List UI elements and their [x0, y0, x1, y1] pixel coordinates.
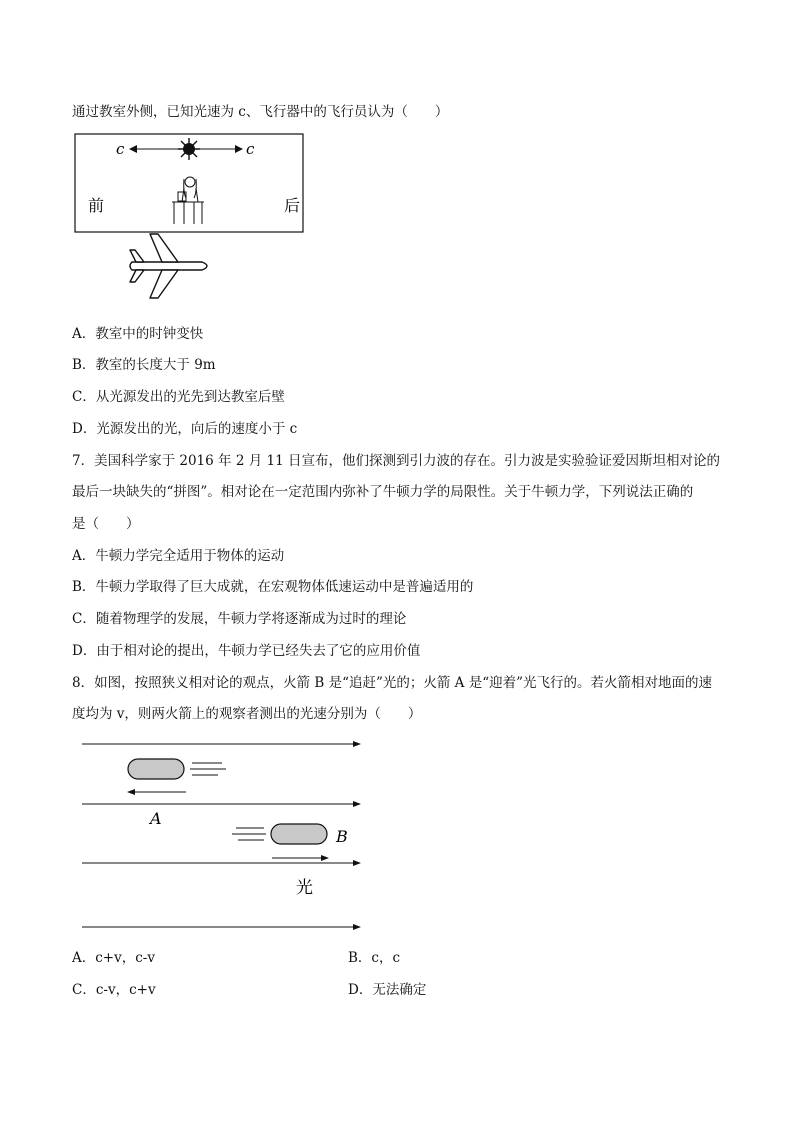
light-label: 光	[296, 878, 313, 898]
q6-stem: 通过教室外侧，已知光速为 c、飞行器中的飞行员认为（ ）	[72, 104, 449, 120]
rocket-b	[232, 824, 327, 844]
q7-option-a: A．牛顿力学完全适用于物体的运动	[72, 548, 285, 564]
front-label: 前	[88, 196, 105, 215]
q6-option-a: A．教室中的时钟变快	[72, 326, 204, 342]
back-label: 后	[284, 196, 301, 215]
q6-option-d: D．光源发出的光，向后的速度小于 c	[72, 421, 298, 437]
q8-figure	[78, 735, 368, 935]
q8-option-d: D．无法确定	[348, 982, 427, 998]
rocket-a-label: A	[150, 809, 162, 828]
q7-stem-line-3: 是（ ）	[72, 516, 140, 532]
rocket-b-label: B	[336, 827, 348, 846]
q7-option-b: B．牛顿力学取得了巨大成就，在宏观物体低速运动中是普遍适用的	[72, 579, 474, 595]
q8-stem-line-1: 8．如图，按照狭义相对论的观点，火箭 B 是“追赶”光的；火箭 A 是“迎着”光飞行的。若火箭相对地面的速	[72, 675, 713, 691]
q7-stem-line-2: 最后一块缺失的“拼图”。相对论在一定范围内弥补了牛顿力学的局限性。关于牛顿力学，下列说法正确的	[72, 484, 694, 500]
light-source-icon	[178, 138, 200, 160]
q6-option-b: B．教室的长度大于 9m	[72, 357, 216, 373]
left-c-label: c	[116, 140, 125, 158]
q7-stem-line-1: 7．美国科学家于 2016 年 2 月 11 日宣布，他们探测到引力波的存在。引力波是实验验证爱因斯坦相对论的	[72, 453, 720, 469]
right-c-label: c	[246, 140, 255, 158]
rocket-a	[128, 759, 226, 779]
person-at-desk-icon	[172, 177, 204, 224]
q8-stem-line-2: 度均为 v，则两火箭上的观察者测出的光速分别为（ ）	[72, 706, 422, 722]
q7-option-c: C．随着物理学的发展，牛顿力学将逐渐成为过时的理论	[72, 611, 407, 627]
q6-option-c: C．从光源发出的光先到达教室后壁	[72, 389, 285, 405]
q6-figure	[70, 130, 310, 315]
q7-option-d: D．由于相对论的提出，牛顿力学已经失去了它的应用价值	[72, 643, 421, 659]
airplane-icon	[130, 234, 207, 298]
q8-option-b: B．c，c	[348, 950, 401, 966]
q8-option-a: A．c+v，c-v	[72, 950, 155, 966]
q8-option-c: C．c-v，c+v	[72, 982, 156, 998]
